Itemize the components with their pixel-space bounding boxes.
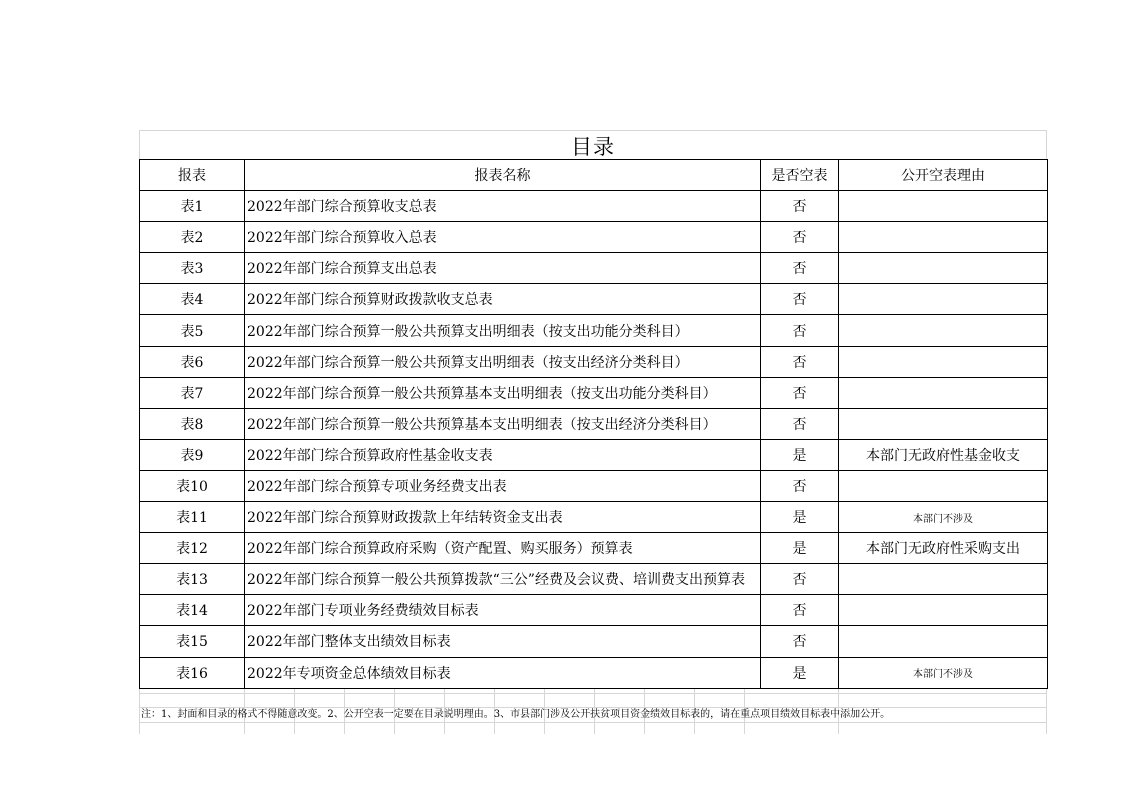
cell-name: 2022年部门综合预算一般公共预算基本支出明细表（按支出经济分类科目） [245,408,761,439]
cell-reason [839,191,1048,222]
cell-code: 表2 [140,222,245,253]
cell-code: 表3 [140,253,245,284]
cell-reason [839,377,1048,408]
table-row [140,595,1048,626]
cell-name: 2022年部门综合预算收支总表 [245,191,761,222]
header-name: 报表名称 [245,160,761,191]
table-row [140,346,1048,377]
page-title: 目录 [139,130,1047,160]
cell-name: 2022年部门综合预算财政拨款收支总表 [245,284,761,315]
cell-empty: 否 [761,408,839,439]
table-row [140,315,1048,346]
cell-code: 表14 [140,595,245,626]
cell-name: 2022年专项资金总体绩效目标表 [245,657,761,688]
cell-empty: 是 [761,657,839,688]
table-row [140,284,1048,315]
cell-reason [839,564,1048,595]
cell-code: 表11 [140,502,245,533]
cell-reason [839,346,1048,377]
cell-empty: 否 [761,222,839,253]
table-row [140,222,1048,253]
header-code: 报表 [140,160,245,191]
cell-code: 表15 [140,626,245,657]
cell-reason [839,222,1048,253]
cell-name: 2022年部门综合预算一般公共预算支出明细表（按支出经济分类科目） [245,346,761,377]
cell-name: 2022年部门综合预算政府采购（资产配置、购买服务）预算表 [245,533,761,564]
table-row [140,253,1048,284]
cell-name: 2022年部门综合预算政府性基金收支表 [245,439,761,470]
cell-reason: 本部门无政府性采购支出 [839,533,1048,564]
table-row [140,502,1048,533]
table-header-row [140,160,1048,191]
header-empty: 是否空表 [761,160,839,191]
footnote: 注：1、封面和目录的格式不得随意改变。2、公开空表一定要在目录说明理由。3、市县部门涉及公开扶贫项目资金绩效目标表的，请在重点项目绩效目标表中添加公开。 [141,709,891,720]
cell-empty: 否 [761,564,839,595]
cell-reason [839,284,1048,315]
cell-empty: 否 [761,626,839,657]
cell-reason [839,253,1048,284]
cell-empty: 是 [761,533,839,564]
cell-empty: 否 [761,315,839,346]
cell-reason: 本部门不涉及 [839,657,1048,688]
cell-name: 2022年部门综合预算专项业务经费支出表 [245,470,761,501]
cell-code: 表4 [140,284,245,315]
header-reason: 公开空表理由 [839,160,1048,191]
cell-code: 表5 [140,315,245,346]
cell-empty: 否 [761,346,839,377]
cell-name: 2022年部门专项业务经费绩效目标表 [245,595,761,626]
table-row [140,408,1048,439]
cell-reason: 本部门不涉及 [839,502,1048,533]
table-row [140,533,1048,564]
table-row [140,564,1048,595]
spreadsheet-page [139,130,1047,734]
cell-reason [839,595,1048,626]
cell-code: 表7 [140,377,245,408]
cell-empty: 否 [761,377,839,408]
cell-code: 表12 [140,533,245,564]
cell-name: 2022年部门综合预算一般公共预算支出明细表（按支出功能分类科目） [245,315,761,346]
cell-reason [839,315,1048,346]
toc-table [139,159,1048,689]
cell-empty: 否 [761,470,839,501]
cell-name: 2022年部门综合预算一般公共预算拨款“三公”经费及会议费、培训费支出预算表 [245,564,761,595]
cell-code: 表10 [140,470,245,501]
cell-empty: 是 [761,439,839,470]
cell-reason: 本部门无政府性基金收支 [839,439,1048,470]
table-row [140,470,1048,501]
gridline [139,693,1047,694]
cell-empty: 是 [761,502,839,533]
cell-empty: 否 [761,595,839,626]
cell-code: 表13 [140,564,245,595]
cell-code: 表9 [140,439,245,470]
cell-name: 2022年部门综合预算收入总表 [245,222,761,253]
cell-reason [839,626,1048,657]
cell-empty: 否 [761,284,839,315]
table-row [140,626,1048,657]
cell-name: 2022年部门综合预算支出总表 [245,253,761,284]
table-row [140,439,1048,470]
cell-reason [839,408,1048,439]
cell-empty: 否 [761,253,839,284]
table-row [140,657,1048,688]
cell-empty: 否 [761,191,839,222]
cell-code: 表8 [140,408,245,439]
cell-name: 2022年部门综合预算财政拨款上年结转资金支出表 [245,502,761,533]
cell-code: 表16 [140,657,245,688]
table-row [140,191,1048,222]
cell-reason [839,470,1048,501]
cell-code: 表6 [140,346,245,377]
table-row [140,377,1048,408]
cell-code: 表1 [140,191,245,222]
cell-name: 2022年部门整体支出绩效目标表 [245,626,761,657]
gridline [139,722,1047,723]
cell-name: 2022年部门综合预算一般公共预算基本支出明细表（按支出功能分类科目） [245,377,761,408]
